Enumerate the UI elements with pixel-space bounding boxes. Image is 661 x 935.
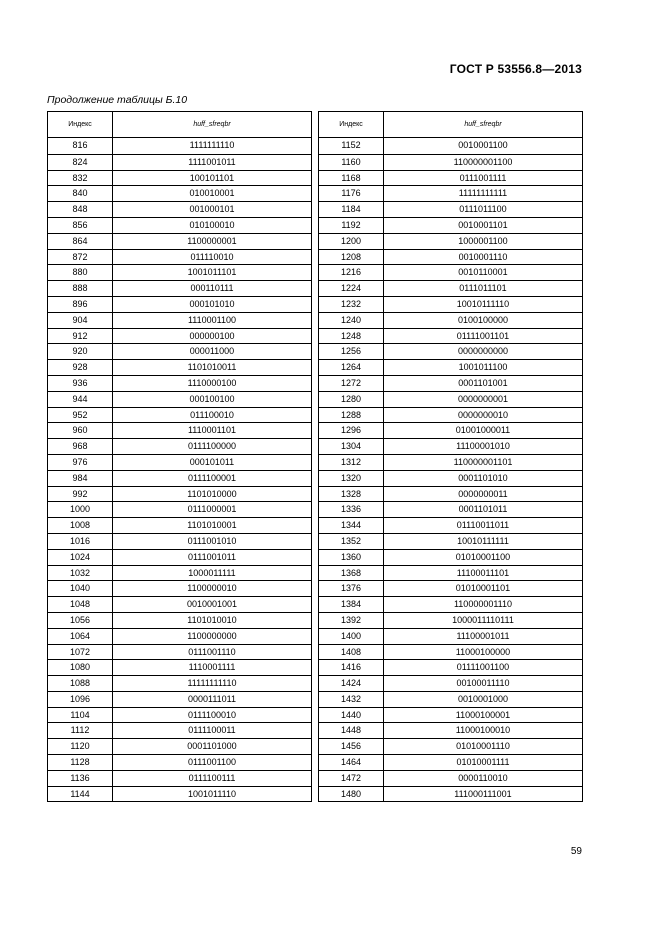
table-row bbox=[48, 517, 311, 533]
code-cell: 1000011111 bbox=[188, 567, 236, 578]
index-cell: 1400 bbox=[319, 629, 384, 644]
index-cell: 1136 bbox=[48, 771, 113, 786]
index-cell: 1320 bbox=[319, 471, 384, 486]
table-row bbox=[48, 549, 311, 565]
page-number: 59 bbox=[570, 846, 582, 857]
index-cell: 888 bbox=[48, 281, 113, 296]
table-row bbox=[319, 501, 582, 517]
index-cell: 952 bbox=[48, 408, 113, 423]
index-cell: 1416 bbox=[319, 660, 384, 675]
table-row bbox=[319, 343, 582, 359]
code-cell: 000110111 bbox=[190, 283, 234, 294]
table-row bbox=[48, 501, 311, 517]
index-cell: 1072 bbox=[48, 645, 113, 660]
index-cell: 1240 bbox=[319, 313, 384, 328]
index-cell: 1112 bbox=[48, 723, 113, 738]
table-row bbox=[319, 170, 582, 186]
code-cell: 1101010010 bbox=[187, 614, 237, 625]
table-row bbox=[319, 312, 582, 328]
table-right-half bbox=[318, 111, 583, 802]
code-cell: 1100000010 bbox=[187, 583, 237, 594]
index-cell: 1248 bbox=[319, 329, 384, 344]
code-cell: 1000001100 bbox=[458, 235, 508, 246]
code-cell: 010010001 bbox=[189, 188, 235, 199]
table-row bbox=[319, 675, 582, 691]
table-row bbox=[48, 296, 311, 312]
table-row bbox=[319, 185, 582, 201]
code-cell: 000100100 bbox=[189, 393, 235, 404]
code-cell: 10010111111 bbox=[457, 535, 509, 546]
table-row bbox=[319, 407, 582, 423]
table-row bbox=[319, 565, 582, 581]
code-cell: 0001101000 bbox=[187, 741, 237, 752]
index-cell: 1296 bbox=[319, 423, 384, 438]
table-row bbox=[319, 359, 582, 375]
code-cell: 1111111110 bbox=[189, 140, 235, 150]
code-cell: 01111001100 bbox=[456, 662, 510, 673]
code-cell: 0111100011 bbox=[188, 725, 236, 736]
table-row bbox=[319, 738, 582, 754]
code-cell: 1101010001 bbox=[187, 520, 237, 531]
code-cell: 11111111110 bbox=[187, 678, 237, 689]
table-row bbox=[319, 422, 582, 438]
code-cell: 01010001111 bbox=[456, 757, 510, 768]
code-cell: 0111100010 bbox=[187, 709, 237, 720]
table-row bbox=[48, 786, 311, 802]
index-cell: 1176 bbox=[319, 186, 384, 201]
table-row bbox=[319, 264, 582, 280]
table-row bbox=[48, 675, 311, 691]
code-cell: 0111011100 bbox=[459, 204, 507, 215]
table-row bbox=[48, 707, 311, 723]
index-cell: 912 bbox=[48, 329, 113, 344]
code-cell: 001000101 bbox=[189, 204, 235, 215]
index-cell: 1448 bbox=[319, 723, 384, 738]
index-cell: 1056 bbox=[48, 613, 113, 628]
table-row bbox=[319, 722, 582, 738]
code-cell: 1110001100 bbox=[187, 314, 237, 325]
table-row bbox=[48, 138, 311, 154]
index-cell: 1144 bbox=[48, 787, 113, 802]
index-cell: 1232 bbox=[319, 297, 384, 312]
table-row bbox=[48, 407, 311, 423]
index-cell: 1216 bbox=[319, 265, 384, 280]
header-index: Индекс bbox=[319, 112, 384, 137]
table-row bbox=[48, 596, 311, 612]
table-row bbox=[48, 280, 311, 296]
table-row bbox=[319, 201, 582, 217]
code-cell: 0000000010 bbox=[457, 409, 509, 420]
index-cell: 968 bbox=[48, 439, 113, 454]
table-row bbox=[48, 738, 311, 754]
index-cell: 992 bbox=[48, 487, 113, 502]
table-row bbox=[48, 217, 311, 233]
code-cell: 0100100000 bbox=[457, 314, 509, 325]
code-cell: 01010001110 bbox=[456, 741, 510, 752]
index-cell: 944 bbox=[48, 392, 113, 407]
code-cell: 0111100000 bbox=[187, 441, 237, 452]
table-row bbox=[48, 722, 311, 738]
standard-id: ГОСТ Р 53556.8—2013 bbox=[449, 62, 582, 76]
table-header bbox=[319, 112, 582, 138]
index-cell: 1440 bbox=[319, 708, 384, 723]
table-row bbox=[48, 628, 311, 644]
table-row bbox=[319, 154, 582, 170]
code-cell: 0010001110 bbox=[458, 251, 508, 262]
code-cell: 0111100111 bbox=[188, 772, 236, 783]
table-row bbox=[319, 249, 582, 265]
index-cell: 1200 bbox=[319, 234, 384, 249]
index-cell: 1336 bbox=[319, 502, 384, 517]
table-row bbox=[319, 328, 582, 344]
table-row bbox=[48, 154, 311, 170]
table-row bbox=[319, 375, 582, 391]
table-row bbox=[319, 707, 582, 723]
index-cell: 1264 bbox=[319, 360, 384, 375]
table-row bbox=[48, 470, 311, 486]
table-row bbox=[319, 549, 582, 565]
code-cell: 0010001001 bbox=[186, 599, 238, 610]
table-row bbox=[319, 786, 582, 802]
code-cell: 1001011100 bbox=[458, 362, 508, 373]
code-cell: 011100010 bbox=[190, 409, 234, 420]
table-row bbox=[48, 486, 311, 502]
index-cell: 1464 bbox=[319, 755, 384, 770]
code-cell: 01111001101 bbox=[456, 330, 510, 341]
index-cell: 872 bbox=[48, 250, 113, 265]
table-row bbox=[319, 754, 582, 770]
code-cell: 000011000 bbox=[189, 346, 235, 357]
table-row bbox=[48, 185, 311, 201]
index-cell: 1080 bbox=[48, 660, 113, 675]
index-cell: 1376 bbox=[319, 581, 384, 596]
index-cell: 1280 bbox=[319, 392, 384, 407]
code-cell: 11111111111 bbox=[458, 188, 508, 199]
table-row bbox=[319, 596, 582, 612]
table-row bbox=[48, 565, 311, 581]
code-cell: 1110000100 bbox=[187, 377, 237, 388]
index-cell: 1472 bbox=[319, 771, 384, 786]
table-row bbox=[319, 691, 582, 707]
index-cell: 1208 bbox=[319, 250, 384, 265]
table-row bbox=[48, 422, 311, 438]
code-cell: 110000001110 bbox=[453, 599, 513, 610]
table-row bbox=[48, 612, 311, 628]
code-cell: 10010111110 bbox=[456, 298, 510, 309]
code-cell: 111000111001 bbox=[454, 788, 512, 799]
index-cell: 1368 bbox=[319, 566, 384, 581]
table-row bbox=[48, 249, 311, 265]
code-cell: 0000000000 bbox=[457, 346, 509, 357]
index-cell: 1168 bbox=[319, 171, 384, 186]
table-row bbox=[319, 644, 582, 660]
code-cell: 0010110001 bbox=[458, 267, 508, 278]
table-row bbox=[48, 659, 311, 675]
index-cell: 1360 bbox=[319, 550, 384, 565]
code-cell: 1000011110111 bbox=[452, 614, 514, 625]
index-cell: 1272 bbox=[319, 376, 384, 391]
table-row bbox=[48, 391, 311, 407]
table-row bbox=[48, 170, 311, 186]
index-cell: 1456 bbox=[319, 739, 384, 754]
code-cell: 1100000000 bbox=[187, 630, 237, 641]
code-cell: 11100001010 bbox=[456, 441, 510, 452]
code-cell: 0111000001 bbox=[187, 504, 237, 515]
index-cell: 1096 bbox=[48, 692, 113, 707]
table-row bbox=[48, 438, 311, 454]
code-cell: 01010001101 bbox=[455, 583, 511, 594]
index-cell: 1160 bbox=[319, 155, 384, 170]
code-cell: 00100011110 bbox=[456, 678, 510, 689]
table-row bbox=[48, 580, 311, 596]
table-row bbox=[319, 533, 582, 549]
index-cell: 1184 bbox=[319, 202, 384, 217]
index-cell: 1152 bbox=[319, 138, 384, 154]
index-cell: 1424 bbox=[319, 676, 384, 691]
table-row bbox=[48, 233, 311, 249]
code-cell: 0111011101 bbox=[459, 283, 507, 294]
index-cell: 1064 bbox=[48, 629, 113, 644]
index-cell: 1304 bbox=[319, 439, 384, 454]
index-cell: 1040 bbox=[48, 581, 113, 596]
index-cell: 928 bbox=[48, 360, 113, 375]
index-cell: 936 bbox=[48, 376, 113, 391]
code-cell: 000000100 bbox=[189, 330, 235, 341]
code-cell: 1110001111 bbox=[188, 662, 236, 673]
code-cell: 11100001011 bbox=[456, 630, 510, 641]
table-row bbox=[48, 691, 311, 707]
code-cell: 0111001110 bbox=[188, 646, 236, 657]
index-cell: 1480 bbox=[319, 787, 384, 802]
table-row bbox=[319, 138, 582, 154]
table-row bbox=[319, 486, 582, 502]
code-cell: 110000001101 bbox=[453, 456, 513, 467]
table-row bbox=[48, 533, 311, 549]
code-cell: 11000100001 bbox=[455, 709, 511, 720]
code-cell: 1101010000 bbox=[187, 488, 237, 499]
table-row bbox=[48, 312, 311, 328]
table-row bbox=[319, 438, 582, 454]
code-cell: 11000100010 bbox=[455, 725, 511, 736]
index-cell: 1088 bbox=[48, 676, 113, 691]
code-cell: 0000111011 bbox=[187, 693, 237, 704]
index-cell: 1000 bbox=[48, 502, 113, 517]
code-cell: 000101011 bbox=[189, 456, 235, 467]
index-cell: 856 bbox=[48, 218, 113, 233]
code-cell: 0010001000 bbox=[457, 693, 509, 704]
index-cell: 1408 bbox=[319, 645, 384, 660]
code-cell: 11000100000 bbox=[455, 646, 511, 657]
table-row bbox=[319, 770, 582, 786]
code-cell: 0111100001 bbox=[187, 472, 237, 483]
code-cell: 01010001100 bbox=[455, 551, 511, 562]
table-row bbox=[48, 264, 311, 280]
table-left-half bbox=[47, 111, 312, 802]
code-cell: 0111001100 bbox=[187, 757, 237, 768]
index-cell: 1224 bbox=[319, 281, 384, 296]
index-cell: 848 bbox=[48, 202, 113, 217]
code-cell: 01001000011 bbox=[455, 425, 511, 436]
index-cell: 1312 bbox=[319, 455, 384, 470]
code-cell: 100101101 bbox=[189, 172, 235, 183]
code-cell: 0010001100 bbox=[458, 140, 508, 150]
index-cell: 840 bbox=[48, 186, 113, 201]
index-cell: 984 bbox=[48, 471, 113, 486]
index-cell: 1192 bbox=[319, 218, 384, 233]
code-cell: 1110001101 bbox=[187, 425, 237, 436]
index-cell: 824 bbox=[48, 155, 113, 170]
table-row bbox=[319, 517, 582, 533]
index-cell: 1432 bbox=[319, 692, 384, 707]
table-row bbox=[48, 343, 311, 359]
index-cell: 904 bbox=[48, 313, 113, 328]
table-row bbox=[48, 359, 311, 375]
index-cell: 1128 bbox=[48, 755, 113, 770]
header-code: huff_sfreqbr bbox=[193, 121, 231, 128]
index-cell: 832 bbox=[48, 171, 113, 186]
index-cell: 1104 bbox=[48, 708, 113, 723]
header-code: huff_sfreqbr bbox=[464, 121, 502, 128]
table-row bbox=[48, 644, 311, 660]
index-cell: 1288 bbox=[319, 408, 384, 423]
code-cell: 1101010011 bbox=[187, 362, 237, 373]
table-row bbox=[48, 375, 311, 391]
table-header bbox=[48, 112, 311, 138]
table-row bbox=[319, 580, 582, 596]
index-cell: 1256 bbox=[319, 344, 384, 359]
code-cell: 0001101010 bbox=[458, 472, 508, 483]
index-cell: 1120 bbox=[48, 739, 113, 754]
table-row bbox=[48, 754, 311, 770]
table-row bbox=[319, 612, 582, 628]
code-cell: 0000110010 bbox=[458, 772, 508, 783]
header-index: Индекс bbox=[48, 112, 113, 137]
table-row bbox=[319, 454, 582, 470]
table-row bbox=[319, 296, 582, 312]
index-cell: 1392 bbox=[319, 613, 384, 628]
code-cell: 110000001100 bbox=[453, 156, 513, 167]
index-cell: 1344 bbox=[319, 518, 384, 533]
index-cell: 1016 bbox=[48, 534, 113, 549]
table-row bbox=[48, 201, 311, 217]
table-row bbox=[319, 470, 582, 486]
table-row bbox=[319, 217, 582, 233]
index-cell: 1048 bbox=[48, 597, 113, 612]
code-cell: 0111001010 bbox=[187, 535, 237, 546]
table-row bbox=[319, 233, 582, 249]
index-cell: 976 bbox=[48, 455, 113, 470]
table-row bbox=[319, 659, 582, 675]
code-cell: 0001101011 bbox=[458, 504, 508, 515]
table-row bbox=[48, 328, 311, 344]
index-cell: 1384 bbox=[319, 597, 384, 612]
code-cell: 1100000001 bbox=[187, 235, 237, 246]
code-cell: 0111001111 bbox=[459, 172, 507, 183]
code-cell: 0000000011 bbox=[458, 488, 508, 499]
rows-left bbox=[48, 138, 311, 801]
code-cell: 0111001011 bbox=[187, 551, 237, 562]
code-cell: 010100010 bbox=[189, 219, 235, 230]
rows-right bbox=[319, 138, 582, 801]
table-row bbox=[319, 628, 582, 644]
table-row bbox=[48, 454, 311, 470]
code-cell: 000101010 bbox=[189, 298, 235, 309]
code-cell: 0000000001 bbox=[457, 393, 509, 404]
code-cell: 0001101001 bbox=[458, 377, 508, 388]
code-cell: 0010001101 bbox=[458, 219, 508, 230]
index-cell: 1024 bbox=[48, 550, 113, 565]
table-caption: Продолжение таблицы Б.10 bbox=[47, 94, 188, 106]
index-cell: 920 bbox=[48, 344, 113, 359]
table-row bbox=[48, 770, 311, 786]
index-cell: 1008 bbox=[48, 518, 113, 533]
code-cell: 1001011101 bbox=[187, 267, 237, 278]
index-cell: 1328 bbox=[319, 487, 384, 502]
table-row bbox=[319, 391, 582, 407]
code-cell: 1111001011 bbox=[188, 156, 236, 167]
code-cell: 11100011101 bbox=[456, 567, 510, 578]
index-cell: 960 bbox=[48, 423, 113, 438]
code-cell: 011110010 bbox=[190, 251, 234, 262]
code-cell: 1001011110 bbox=[187, 788, 237, 799]
index-cell: 880 bbox=[48, 265, 113, 280]
table-row bbox=[319, 280, 582, 296]
index-cell: 1032 bbox=[48, 566, 113, 581]
index-cell: 896 bbox=[48, 297, 113, 312]
index-cell: 1352 bbox=[319, 534, 384, 549]
code-cell: 01110011011 bbox=[456, 520, 510, 531]
index-cell: 864 bbox=[48, 234, 113, 249]
index-cell: 816 bbox=[48, 138, 113, 154]
